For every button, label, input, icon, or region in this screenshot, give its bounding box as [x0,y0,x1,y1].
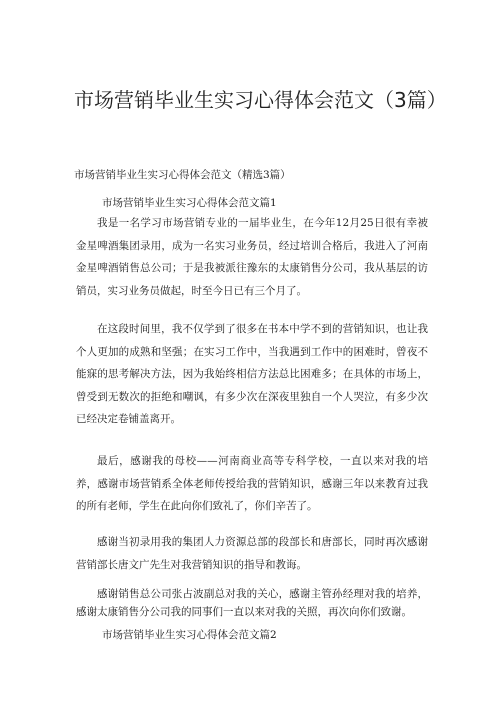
document-title: 市场营销毕业生实习心得体会范文（3篇） [74,88,447,112]
paragraph-1: 我是一名学习市场营销专业的一届毕业生，在今年12月25日很有幸被金星啤酒集团录用，成为一名实习业务员，经过培训合格后，我进入了河南金星啤酒销售总公司；于是我被派往豫东的太康销售分公司，我从基层的访销员，实习业务员做起，时至今日已有三个月了。 [76,217,428,297]
section-heading-2: 市场营销毕业生实习心得体会范文篇2 [102,629,277,641]
paragraph-3: 最后，感谢我的母校——河南商业高等专科学校，一直以来对我的培养，感谢市场营销系全体老师传授给我的营销知识，感谢三年以来教育过我的所有老师，学生在此向你们致礼了，你们辛苦了。 [76,455,428,513]
paragraph-5: 感谢销售总公司张占波副总对我的关心，感谢主管孙经理对我的培养，感谢太康销售分公司我的同事们一直以来对我的关照，再次向你们致谢。 [76,588,428,618]
section-heading-1: 市场营销毕业生实习心得体会范文篇1 [102,197,277,209]
paragraph-2: 在这段时间里，我不仅学到了很多在书本中学不到的营销知识，也让我个人更加的成熟和坚强；在实习工作中，当我遇到工作中的困难时，曾夜不能寐的思考解决方法，因为我始终相信方法总比困难多；在具体的市场上，曾受到无数次的拒绝和嘲讽，有多少次在深夜里独自一个人哭泣，有多少次已经决定卷铺盖离开。 [76,323,428,426]
document-subtitle: 市场营销毕业生实习心得体会范文（精选3篇） [74,169,291,181]
paragraph-4: 感谢当初录用我的集团人力资源总部的段部长和唐部长，同时再次感谢营销部长唐文广先生对我营销知识的指导和教诲。 [76,536,428,571]
